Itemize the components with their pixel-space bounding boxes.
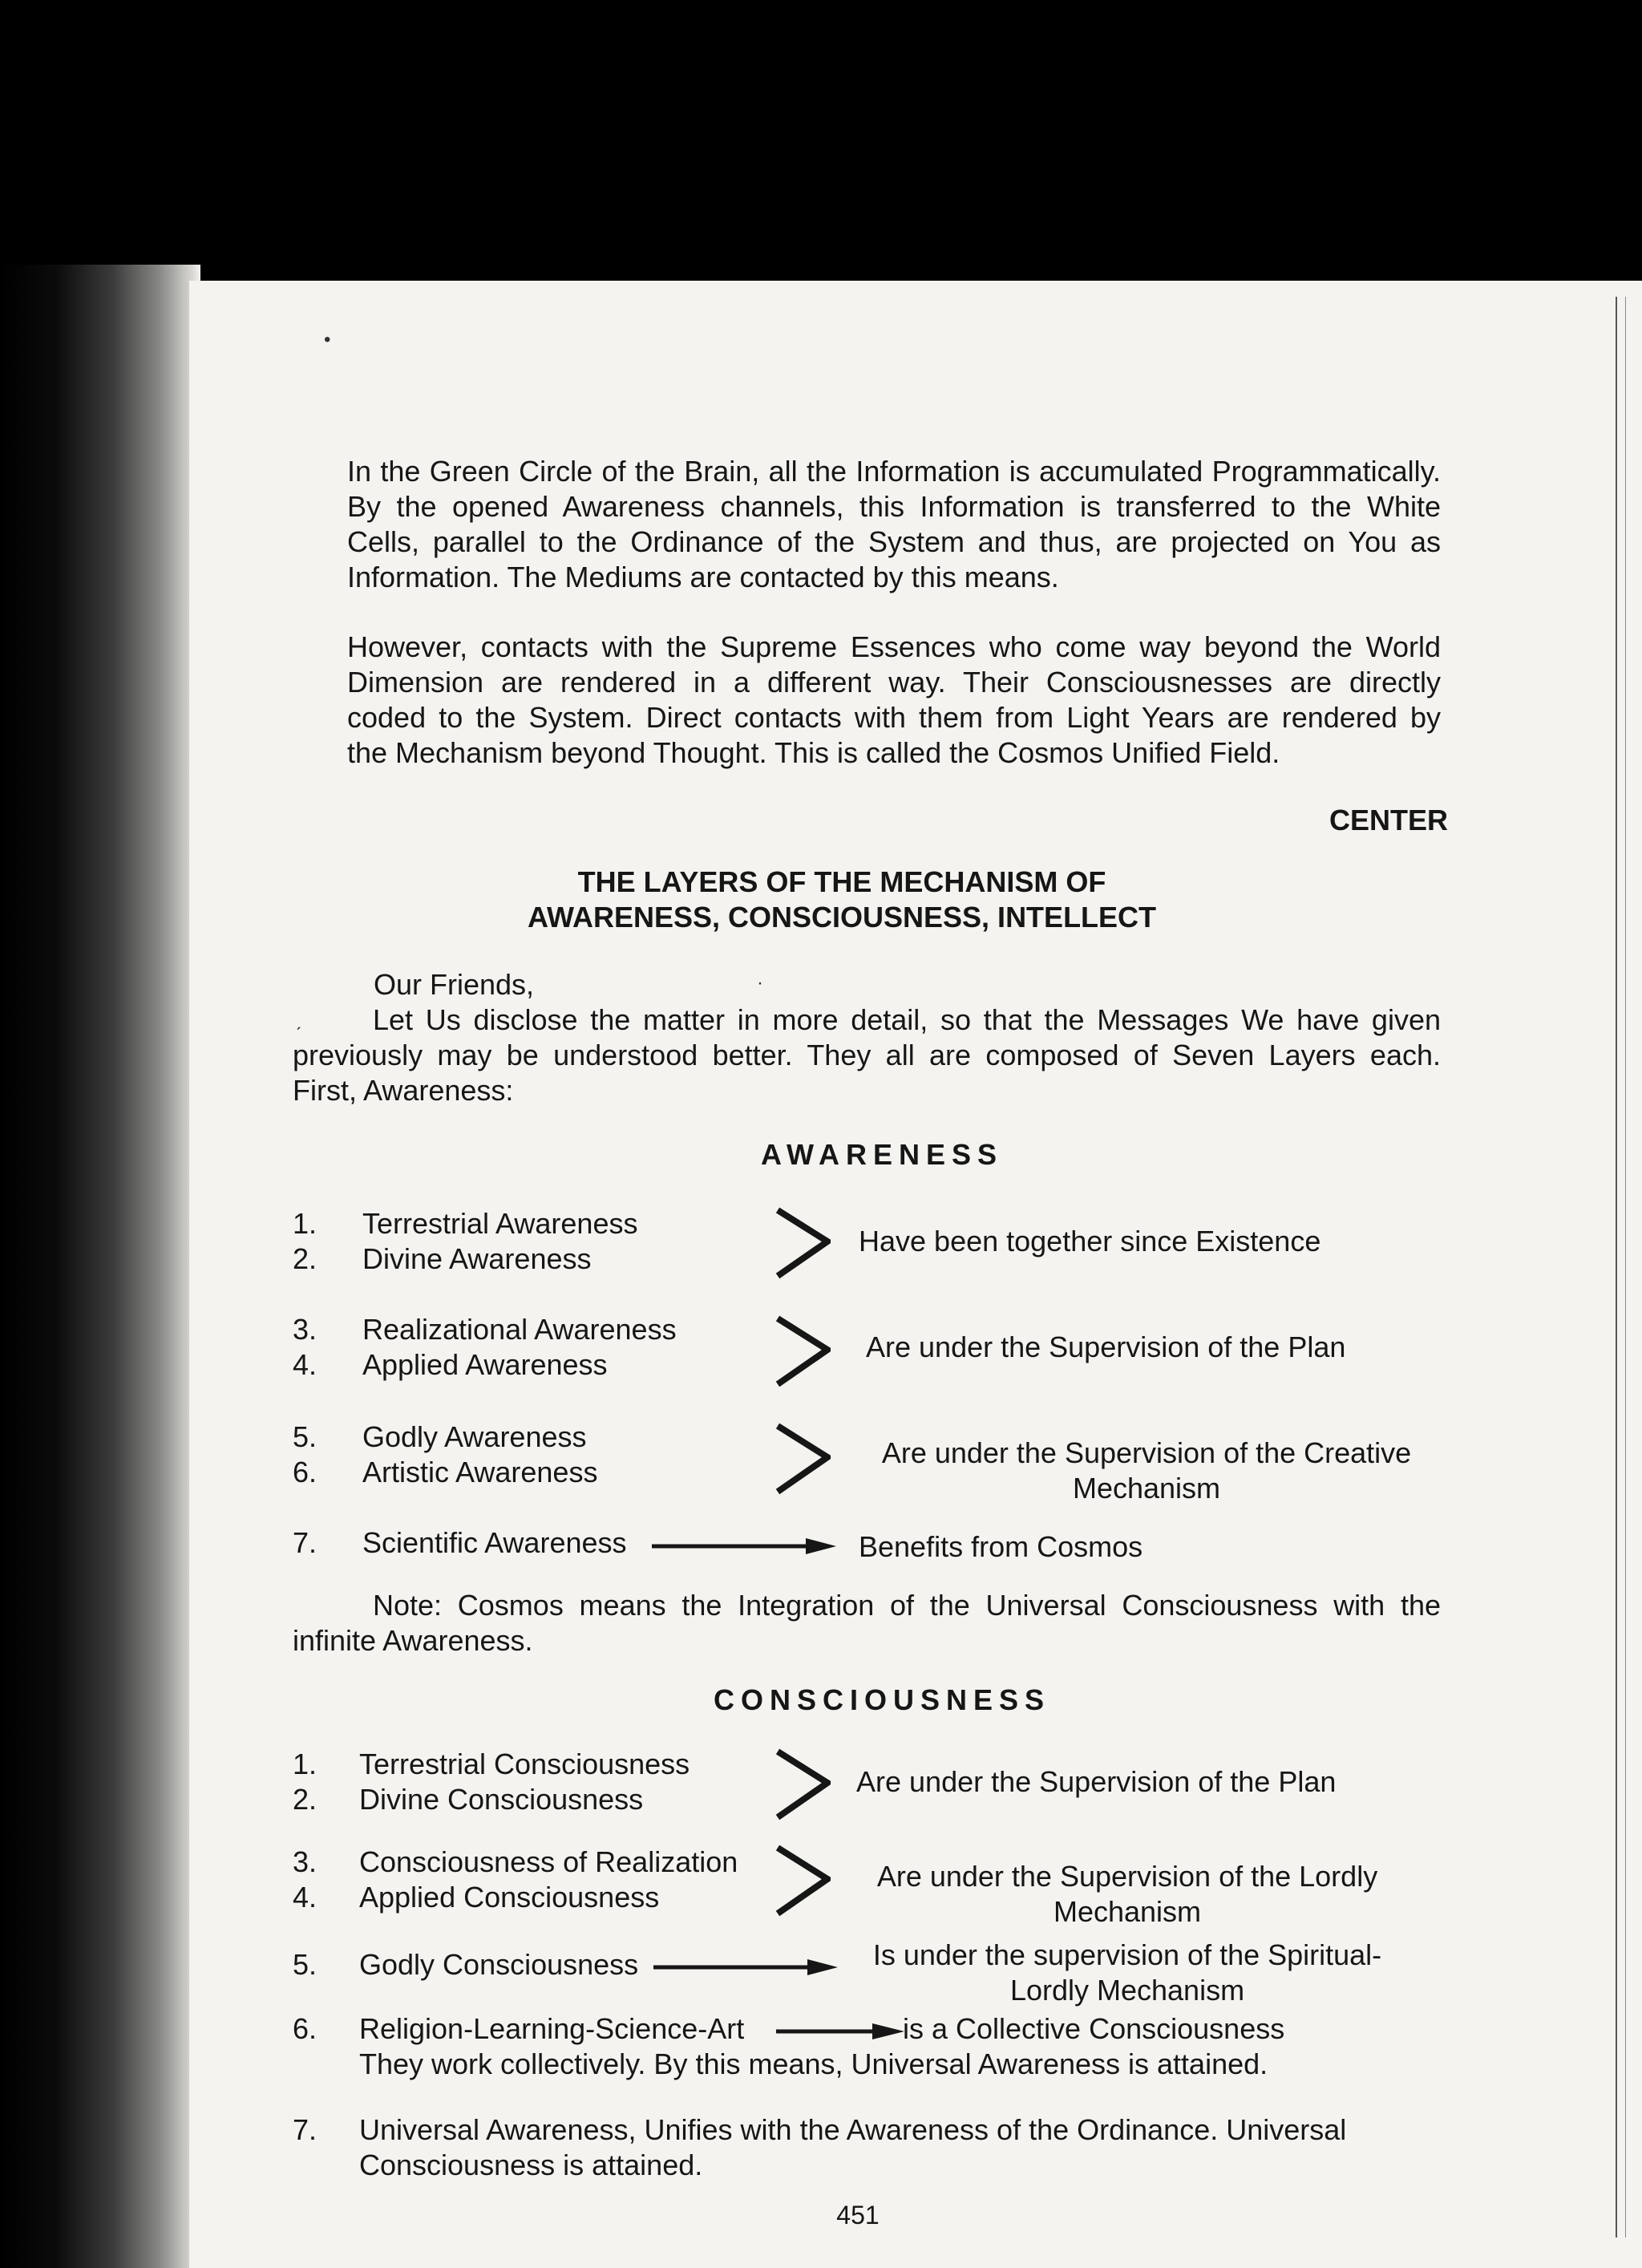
section-heading-line-2: AWARENESS, CONSCIOUSNESS, INTELLECT: [527, 901, 1157, 934]
list-item: Applied Awareness: [362, 1348, 608, 1381]
awareness-group-3-desc-cont: Mechanism: [1072, 1472, 1221, 1505]
bracket-chevron-icon: [774, 1423, 831, 1495]
list-item: Universal Awareness, Unifies with the Awareness of the Ordinance. Universal: [359, 2113, 1347, 2146]
consciousness-group-2-desc-cont: Mechanism: [1053, 1895, 1202, 1928]
awareness-group-2-desc: Are under the Supervision of the Plan: [866, 1330, 1346, 1363]
consciousness-group-1-desc: Are under the Supervision of the Plan: [856, 1765, 1337, 1798]
list-item-continuation: Consciousness is attained.: [359, 2149, 703, 2181]
scan-mark: •: [324, 329, 331, 350]
bracket-chevron-icon: [774, 1207, 831, 1279]
consciousness-group-3-desc: Is under the supervision of the Spiritual-: [872, 1938, 1382, 1971]
consciousness-group-3-desc-cont: Lordly Mechanism: [1009, 1974, 1245, 2007]
bracket-chevron-icon: [774, 1845, 831, 1917]
arrow-right-icon: [653, 1959, 838, 1975]
list-item: Consciousness of Realization: [359, 1845, 738, 1878]
awareness-group-4-desc: Benefits from Cosmos: [859, 1530, 1143, 1563]
list-item: Godly Consciousness: [359, 1948, 639, 1981]
greeting-paragraph: Let Us disclose the matter in more detail, so that the Messages We have given previously may be understood better. They all are composed of Seven Layers each. First, Awareness:: [293, 1003, 1441, 1107]
page-number: 451: [836, 2201, 880, 2230]
book-spine-shadow: [0, 265, 200, 2268]
list-item: Artistic Awareness: [362, 1456, 598, 1488]
consciousness-group-4-desc: is a Collective Consciousness: [903, 2012, 1285, 2045]
consciousness-group-2-desc: Are under the Supervision of the Lordly: [876, 1860, 1378, 1893]
awareness-group-3-desc: Are under the Supervision of the Creative: [881, 1436, 1412, 1469]
section-heading-line-1: THE LAYERS OF THE MECHANISM OF: [577, 865, 1106, 898]
intro-paragraph-2: However, contacts with the Supreme Essences who come way beyond the World Dimension are rendered in a different way. Their Consciousnesses are directly coded to the System. Direct contacts with them from Light Years are rendered by the Mechanism beyond Thought. This is called the Cosmos Unified Field.: [347, 630, 1441, 769]
list-item-continuation: They work collectively. By this means, Universal Awareness is attained.: [359, 2047, 1268, 2080]
intro-paragraph-1: In the Green Circle of the Brain, all the Information is accumulated Programmatically. By the opened Awareness channels, this Information is transferred to the White Cells, parallel to the Ordinance of the System and thus, are projected on You as Information. The Mediums are contacted by this means.: [347, 455, 1441, 593]
list-item: Godly Awareness: [362, 1420, 587, 1453]
awareness-title: AWARENESS: [760, 1138, 1004, 1171]
list-item: Scientific Awareness: [362, 1526, 627, 1559]
list-item: Religion-Learning-Science-Art: [359, 2012, 745, 2045]
arrow-right-icon: [776, 2023, 904, 2039]
scan-mark: ˏ: [295, 1009, 301, 1031]
list-item: Realizational Awareness: [362, 1313, 677, 1346]
awareness-note: Note: Cosmos means the Integration of the Universal Consciousness with the infinite Awareness.: [293, 1589, 1441, 1657]
salutation: Our Friends,: [374, 968, 535, 1001]
list-item: Applied Consciousness: [359, 1881, 660, 1914]
scan-mark: ·: [757, 972, 763, 994]
list-item: Divine Consciousness: [359, 1783, 644, 1816]
bracket-chevron-icon: [774, 1748, 831, 1820]
list-item: Terrestrial Awareness: [362, 1207, 638, 1240]
list-item: Terrestrial Consciousness: [359, 1748, 690, 1780]
awareness-group-1-desc: Have been together since Existence: [859, 1225, 1321, 1258]
bracket-chevron-icon: [774, 1315, 831, 1387]
signature-center: CENTER: [1329, 804, 1449, 836]
page-edge: [1616, 297, 1626, 2238]
list-item: Divine Awareness: [362, 1242, 592, 1275]
consciousness-title: CONSCIOUSNESS: [713, 1683, 1051, 1716]
arrow-right-icon: [652, 1538, 836, 1554]
